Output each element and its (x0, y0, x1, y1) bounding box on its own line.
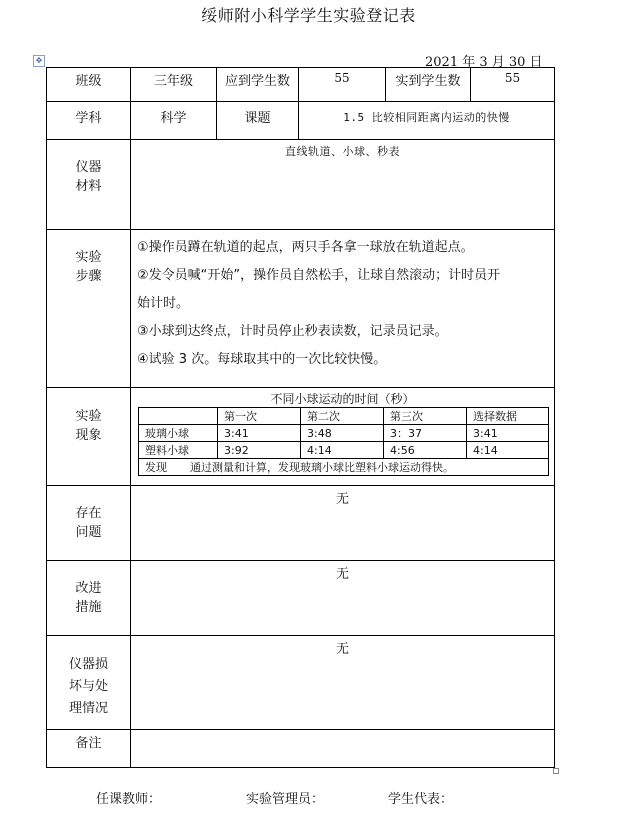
step-line: ④试验 3 次。每球取其中的一次比较快慢。 (137, 352, 387, 367)
header-cell (139, 408, 218, 425)
table-row (139, 425, 549, 442)
results-table (138, 407, 549, 476)
finding-label: 发现 (145, 461, 167, 474)
class-label: 班级 (75, 74, 102, 89)
table-cell: 4:56 (384, 442, 467, 459)
table-cell: 3:92 (218, 442, 301, 459)
topic-label: 课题 (244, 111, 271, 126)
table-row (139, 442, 549, 459)
step-line: 始计时。 (137, 296, 190, 311)
table-cell: 3:41 (467, 425, 549, 442)
improvements-label: 改进 措施 (75, 581, 102, 615)
step-line: ①操作员蹲在轨道的起点，两只手各拿一球放在轨道起点。 (137, 240, 474, 255)
table-cell: 塑料小球 (139, 442, 218, 459)
manager-signature-label: 实验管理员： (246, 792, 325, 807)
equipment-label: 仪器 材料 (75, 160, 102, 194)
equipment-value: 直线轨道、小球、秒表 (285, 145, 400, 158)
steps-label: 实验 步骤 (75, 250, 102, 284)
finding-row (139, 459, 549, 476)
problems-value: 无 (335, 492, 349, 507)
improvements-value: 无 (335, 567, 349, 582)
expected-students-value: 55 (334, 71, 350, 85)
damage-label: 仪器损 坏与处 理情况 (68, 657, 108, 716)
expected-students-label: 应到学生数 (224, 74, 290, 89)
actual-students-value: 55 (504, 71, 521, 85)
subject-label: 学科 (75, 111, 102, 126)
table-cell: 3:41 (218, 425, 301, 442)
header-cell: 第一次 (218, 408, 301, 425)
table-move-handle-icon[interactable]: ✥ (33, 55, 45, 67)
table-cell: 4:14 (301, 442, 384, 459)
step-line: ②发令员喊“开始”，操作员自然松手，让球自然滚动；计时员开 (137, 268, 501, 283)
table-header-row (139, 408, 549, 425)
class-value: 三年级 (153, 74, 193, 89)
phenomenon-label: 实验 现象 (75, 409, 102, 443)
student-signature-label: 学生代表： (388, 792, 454, 807)
table-cell: 3:48 (301, 425, 384, 442)
actual-students-label: 实到学生数 (395, 74, 461, 89)
header-cell: 第二次 (301, 408, 384, 425)
header-cell: 选择数据 (467, 408, 549, 425)
page-title: 绥师附小科学学生实验登记表 (201, 6, 416, 25)
record-date: 2021 年 3 月 30 日 (425, 55, 543, 70)
finding-text: 通过测量和计算，发现玻璃小球比塑料小球运动得快。 (190, 461, 454, 474)
problems-label: 存在 问题 (75, 506, 102, 540)
results-table-title: 不同小球运动的时间（秒） (270, 392, 415, 406)
topic-value: 1.5 比较相同距离内运动的快慢 (343, 111, 510, 124)
table-resize-handle[interactable] (553, 768, 559, 774)
header-cell: 第三次 (384, 408, 467, 425)
table-cell: 4:14 (467, 442, 549, 459)
teacher-signature-label: 任课教师： (96, 792, 162, 807)
table-cell: 3：37 (384, 425, 467, 442)
damage-value: 无 (335, 642, 349, 657)
subject-value: 科学 (160, 111, 187, 126)
table-cell: 玻璃小球 (139, 425, 218, 442)
step-line: ③小球到达终点，计时员停止秒表读数，记录员记录。 (137, 324, 448, 339)
notes-label: 备注 (75, 736, 102, 751)
